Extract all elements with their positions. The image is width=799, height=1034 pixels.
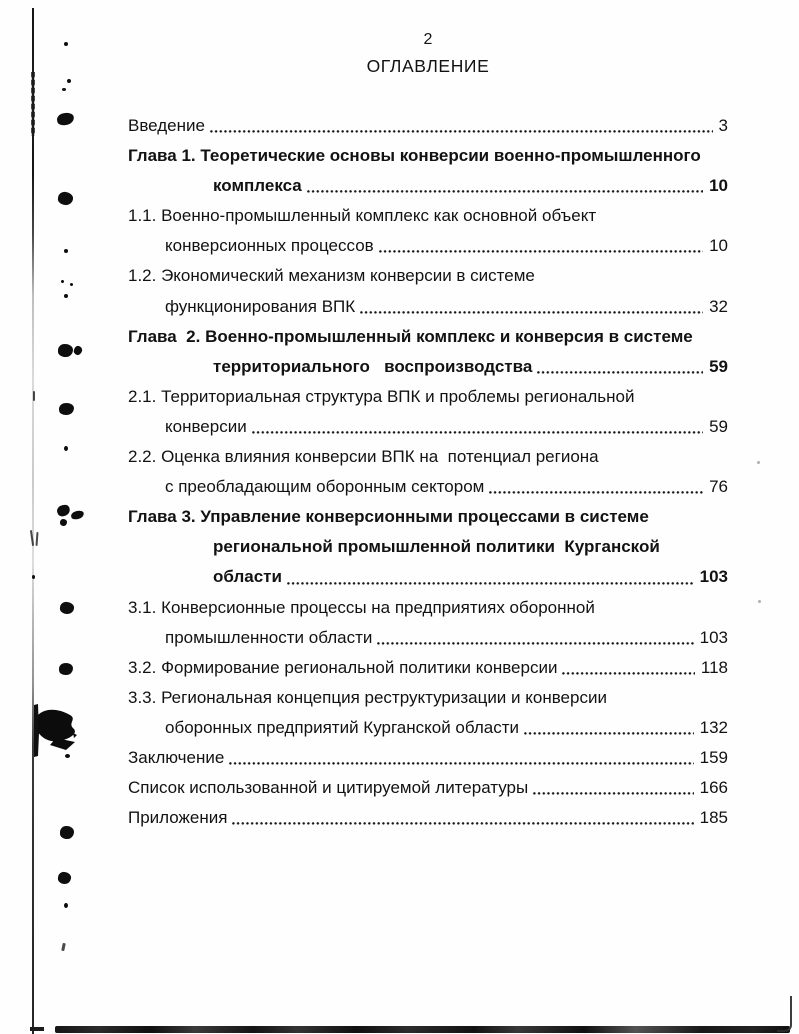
dotted-leader bbox=[378, 231, 706, 261]
scan-speck bbox=[56, 111, 75, 126]
toc-line bbox=[128, 562, 728, 592]
toc-line-text: Список использованной и цитируемой литературы bbox=[128, 778, 529, 798]
toc-line-text: комплекса bbox=[213, 176, 302, 196]
toc-line-text: Глава 2. Военно-промышленный комплекс и конверсия в системе bbox=[128, 326, 693, 346]
toc-line-text: региональной промышленной политики Курганской bbox=[213, 537, 660, 557]
toc-line bbox=[128, 261, 728, 291]
toc-line-text: с преобладающим оборонным сектором bbox=[165, 477, 485, 497]
toc-page-number: 132 bbox=[699, 717, 728, 737]
toc-page-number: 185 bbox=[699, 808, 728, 828]
toc-line-text: Глава 3. Управление конверсионными процессами в системе bbox=[128, 507, 649, 527]
toc-line-text: промышленности области bbox=[165, 627, 373, 647]
bottom-scan-bar bbox=[55, 1026, 790, 1033]
dotted-leader bbox=[306, 171, 706, 201]
dotted-leader bbox=[359, 292, 706, 322]
toc-line bbox=[128, 713, 728, 743]
scan-speck bbox=[33, 391, 35, 401]
toc-line bbox=[128, 382, 728, 412]
toc bbox=[128, 111, 728, 833]
toc-line-text: 1.2. Экономический механизм конверсии в системе bbox=[128, 266, 535, 286]
toc-page-number: 159 bbox=[699, 747, 728, 767]
left-scan-edge-line bbox=[32, 8, 34, 1034]
toc-line bbox=[128, 231, 728, 261]
toc-line bbox=[128, 201, 728, 231]
dotted-leader bbox=[488, 472, 706, 502]
dotted-leader bbox=[532, 773, 696, 803]
toc-page-number: 10 bbox=[709, 236, 728, 256]
scan-speck bbox=[64, 294, 68, 298]
scan-speck bbox=[64, 42, 68, 46]
toc-line-text: функционирования ВПК bbox=[165, 296, 356, 316]
toc-line bbox=[128, 683, 728, 713]
toc-page-number: 118 bbox=[700, 657, 728, 677]
dotted-leader bbox=[231, 803, 696, 833]
scan-speck bbox=[59, 662, 74, 675]
toc-line bbox=[128, 623, 728, 653]
dotted-leader bbox=[536, 352, 706, 382]
toc-line bbox=[128, 532, 728, 562]
toc-page-number: 166 bbox=[699, 778, 728, 798]
toc-line-text: области bbox=[213, 567, 282, 587]
scan-speck bbox=[70, 283, 73, 286]
toc-line bbox=[128, 111, 728, 141]
left-scan-edge-streak bbox=[31, 72, 35, 136]
toc-line bbox=[128, 653, 728, 683]
toc-line bbox=[128, 502, 728, 532]
toc-line bbox=[128, 472, 728, 502]
page-number: 2 bbox=[423, 31, 433, 48]
scan-speck bbox=[60, 601, 75, 614]
scan-speck bbox=[758, 600, 761, 603]
scan-speck bbox=[32, 575, 35, 579]
scan-speck bbox=[58, 344, 73, 357]
toc-line-text: Введение bbox=[128, 116, 205, 135]
toc-page-number: 76 bbox=[709, 477, 728, 497]
toc-line-text: конверсионных процессов bbox=[165, 236, 374, 256]
scan-speck bbox=[67, 79, 71, 83]
toc-page-number: 10 bbox=[709, 176, 728, 196]
toc-line-text: 3.3. Региональная концепция реструктуризации и конверсии bbox=[128, 687, 607, 707]
scan-speck bbox=[757, 461, 760, 464]
toc-line bbox=[128, 803, 728, 833]
bottom-scan-dash bbox=[30, 1027, 44, 1031]
toc-page-number: 59 bbox=[709, 356, 728, 376]
scan-speck bbox=[64, 903, 68, 908]
toc-line bbox=[128, 773, 728, 803]
toc-page-number: 103 bbox=[699, 627, 728, 647]
scan-speck bbox=[61, 280, 64, 283]
toc-page-number: 32 bbox=[709, 296, 728, 316]
scan-speck bbox=[64, 249, 68, 253]
toc-line-text: Заключение bbox=[128, 747, 225, 767]
toc-line-text: конверсии bbox=[165, 416, 247, 436]
toc-line bbox=[128, 141, 728, 171]
toc-line-text: 3.1. Конверсионные процессы на предприятиях оборонной bbox=[128, 597, 595, 617]
toc-page-number: 59 bbox=[709, 416, 728, 436]
dotted-leader bbox=[228, 743, 696, 773]
toc-line-text: оборонных предприятий Курганской области bbox=[165, 717, 520, 737]
toc-line bbox=[128, 743, 728, 773]
scan-speck bbox=[57, 191, 74, 206]
toc-line-text: Глава 1. Теоретические основы конверсии военно-промышленного bbox=[128, 146, 701, 166]
dotted-leader bbox=[286, 562, 697, 592]
scan-speck bbox=[36, 532, 39, 546]
toc-line-text: 2.2. Оценка влияния конверсии ВПК на потенциал региона bbox=[128, 447, 599, 467]
scan-speck bbox=[62, 88, 66, 91]
dotted-leader bbox=[251, 412, 706, 442]
toc-line bbox=[128, 412, 728, 442]
dotted-leader bbox=[523, 713, 697, 743]
scan-speck bbox=[73, 345, 84, 356]
dotted-leader bbox=[209, 111, 716, 141]
toc-line-text: 1.1. Военно-промышленный комплекс как основной объект bbox=[128, 206, 597, 226]
scan-speck bbox=[60, 519, 67, 526]
scan-speck bbox=[61, 943, 66, 951]
scan-speck bbox=[58, 871, 72, 884]
toc-line bbox=[128, 593, 728, 623]
toc-line bbox=[128, 352, 728, 382]
ink-blot bbox=[30, 703, 80, 761]
dotted-leader bbox=[376, 623, 696, 653]
scan-speck bbox=[60, 826, 74, 839]
toc-line-text: Приложения bbox=[128, 808, 228, 828]
scan-speck bbox=[64, 446, 68, 451]
toc-line-text: 2.1. Территориальная структура ВПК и проблемы региональной bbox=[128, 386, 635, 406]
page-corner-scan-line bbox=[777, 996, 792, 1032]
scan-speck bbox=[55, 503, 71, 518]
toc-page-number: 3 bbox=[718, 116, 728, 135]
toc-line-text: территориального воспроизводства bbox=[213, 356, 533, 376]
dotted-leader bbox=[561, 653, 697, 683]
scan-speck bbox=[59, 402, 75, 415]
toc-line bbox=[128, 322, 728, 352]
toc-page-number: 103 bbox=[699, 567, 728, 587]
scan-speck bbox=[70, 509, 85, 520]
toc-line-text: 3.2. Формирование региональной политики конверсии bbox=[128, 657, 558, 677]
toc-title: ОГЛАВЛЕНИЕ bbox=[366, 56, 490, 76]
toc-line bbox=[128, 442, 728, 472]
toc-line bbox=[128, 292, 728, 322]
toc-line bbox=[128, 171, 728, 201]
